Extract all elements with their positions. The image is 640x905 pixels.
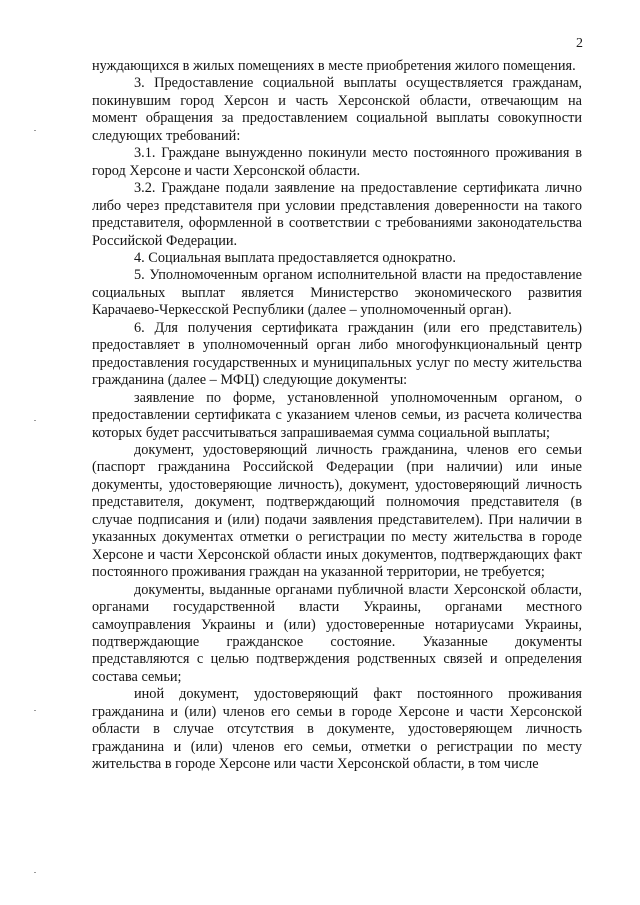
document-body xyxy=(92,58,582,774)
paragraph-item-3: 3. Предоставление социальной выплаты осуществляется гражданам, покинувшим город Херсон и часть Херсонской области, отвечающим на момент обращения за предоставлением социальной выплаты совокупности следующих требований: xyxy=(92,75,582,144)
paragraph-item-6: 6. Для получения сертификата гражданин (или его представитель) предоставляет в уполномоченный орган либо многофункциональный центр предоставления государственных и муниципальных услуг по месту жительства гражданина (далее – МФЦ) следующие документы: xyxy=(92,319,582,389)
scan-margin-mark xyxy=(34,710,36,711)
paragraph-application: заявление по форме, установленной уполномоченным органом, о предоставлении сертификата с указанием членов семьи, из расчета количества которых будет рассчитываться запрашиваемая сумма социальной выплаты; xyxy=(92,389,582,441)
scan-margin-mark xyxy=(34,420,36,421)
page-number: 2 xyxy=(576,36,583,51)
scan-margin-mark xyxy=(34,130,36,131)
paragraph-residence-document: иной документ, удостоверяющий факт постоянного проживания гражданина и (или) членов его семьи в городе Херсоне и части Херсонской области в случае отсутствия в документе, удостоверяющем личность гражданина и (или) членов его семьи, отметки о регистрации по месту жительства в городе Херсоне или части Херсонской области, в том числе xyxy=(92,686,582,773)
paragraph-continuation: нуждающихся в жилых помещениях в месте приобретения жилого помещения. xyxy=(92,58,576,74)
scan-margin-mark xyxy=(34,872,36,873)
paragraph-identity-document: документ, удостоверяющий личность гражданина, членов его семьи (паспорт гражданина Российской Федерации (при наличии) или иные документы, удостоверяющие личность), документ, удостоверяющий личность представителя, документ, подтверждающий полномочия представителя (в случае подписания и (или) подачи заявления представителем). При наличии в указанных документах отметки о регистрации по месту жительства в городе Херсоне и части Херсонской области иных документов, подтверждающих факт постоянного проживания граждан на указанной территории, не требуется; xyxy=(92,441,582,581)
paragraph-item-4: 4. Социальная выплата предоставляется однократно. xyxy=(134,249,456,266)
paragraph-item-3-1: 3.1. Граждане вынужденно покинули место постоянного проживания в город Херсоне и части Херсонской области. xyxy=(92,145,582,179)
paragraph-item-3-2: 3.2. Граждане подали заявление на предоставление сертификата лично либо через представителя при условии представления доверенности на такого представителя, оформленной в соответствии с требованиями законодательства Российской Федерации. xyxy=(92,180,582,249)
paragraph-item-5: 5. Уполномоченным органом исполнительной власти на предоставление социальных выплат является Министерство экономического развития Карачаево-Черкесской Республики (далее – уполномоченный орган). xyxy=(92,267,582,319)
paragraph-civil-status-documents: документы, выданные органами публичной власти Херсонской области, органами государственной власти Украины, органами местного самоуправления Украины и (или) удостоверенные нотариусами Украины, подтверждающие гражданское состояние. Указанные документы представляются с целью подтверждения родственных связей и определения состава семьи; xyxy=(92,581,582,685)
